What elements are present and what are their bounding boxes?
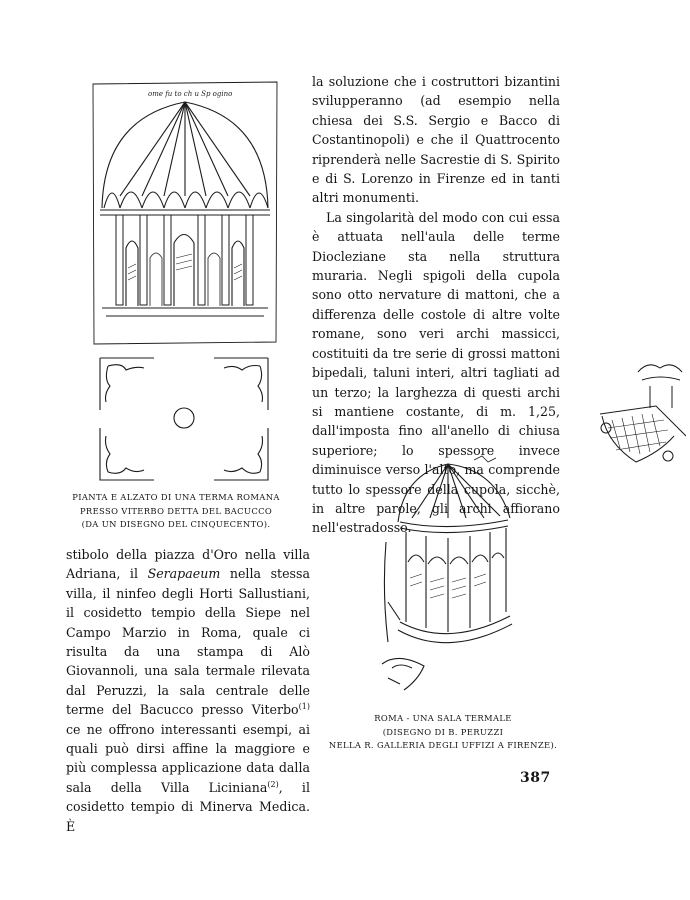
figure-caption-left xyxy=(60,491,292,532)
page-edge-ornament xyxy=(556,356,686,476)
caption-line: NELLA R. GALLERIA DEGLI UFFIZI A FIRENZE). xyxy=(328,740,558,750)
figure-caption-right xyxy=(328,712,558,753)
italic-term: Serapaeum xyxy=(147,566,221,582)
elevation-sketch xyxy=(90,78,280,346)
paragraph xyxy=(66,545,310,836)
sketch-annotation: ome fu to ch u Sp ogino xyxy=(148,90,233,98)
right-column-text xyxy=(312,72,560,538)
footnote-ref: (1) xyxy=(298,702,310,712)
text-span: nella stessa villa, il ninfeo degli Horti Sallustiani, il cosidetto tempio della Siepe nel Campo Marzio in Roma, quale ci risulta da una stampa di Alò Giovannoli, una sala termale rilevata dal Peruzzi, la sala centrale delle terme del Bacucco presso Viterbo xyxy=(66,566,310,718)
text-span: , il cosidetto tempio di Minerva Medica. È xyxy=(66,779,310,834)
page-number: 387 xyxy=(520,770,551,786)
caption-line: (DA UN DISEGNO DEL CINQUECENTO). xyxy=(81,519,271,529)
plan-sketch xyxy=(92,352,276,486)
left-column-text xyxy=(66,545,310,836)
paragraph: La singolarità del modo con cui essa è attuata nell'aula delle terme Diocleziane sta nella struttura muraria. Negli spigoli della cupola sono otto nervature di mattoni, che a differenza delle costole di altre volte romane, sono veri archi massicci, costituiti da tre serie di grossi mattoni bipedali, taluni interi, altri tagliati ad un terzo; la larghezza di questi archi si mantiene costante, di m. 1,25, dall'imposta fino all'anello di chiusa superiore; lo spessore invece diminuisce verso l'alto, ma comprende tutto lo spessore della cupola, sicchè, in altre parole, gli archi affiorano nell'estradosso. xyxy=(312,209,560,536)
caption-line: (DISEGNO DI B. PERUZZI xyxy=(382,726,504,737)
footnote-ref: (2) xyxy=(267,779,279,789)
caption-line: ROMA - UNA SALA TERMALE xyxy=(374,713,512,723)
paragraph: la soluzione che i costruttori bizantini svilupperanno (ad esempio nella chiesa dei S.S. Sergio e Bacco di Costantinopoli) e che il Quattrocento riprenderà nelle Sacrestie di S. Spirito e di S. Lorenzo in Firenze ed in tanti altri monumenti. xyxy=(312,74,560,206)
text-span: stibolo della piazza d'Oro nella villa Adriana, il xyxy=(66,547,310,582)
caption-line: PIANTA E ALZATO DI UNA TERMA ROMANA xyxy=(72,492,280,502)
text-span: ce ne offrono interessanti esempi, ai quali può dirsi affine la maggiore e più complessa applicazione data dalla sala della Villa Liciniana xyxy=(66,721,310,795)
caption-line: PRESSO VITERBO DETTA DEL BACUCCO xyxy=(79,505,273,516)
